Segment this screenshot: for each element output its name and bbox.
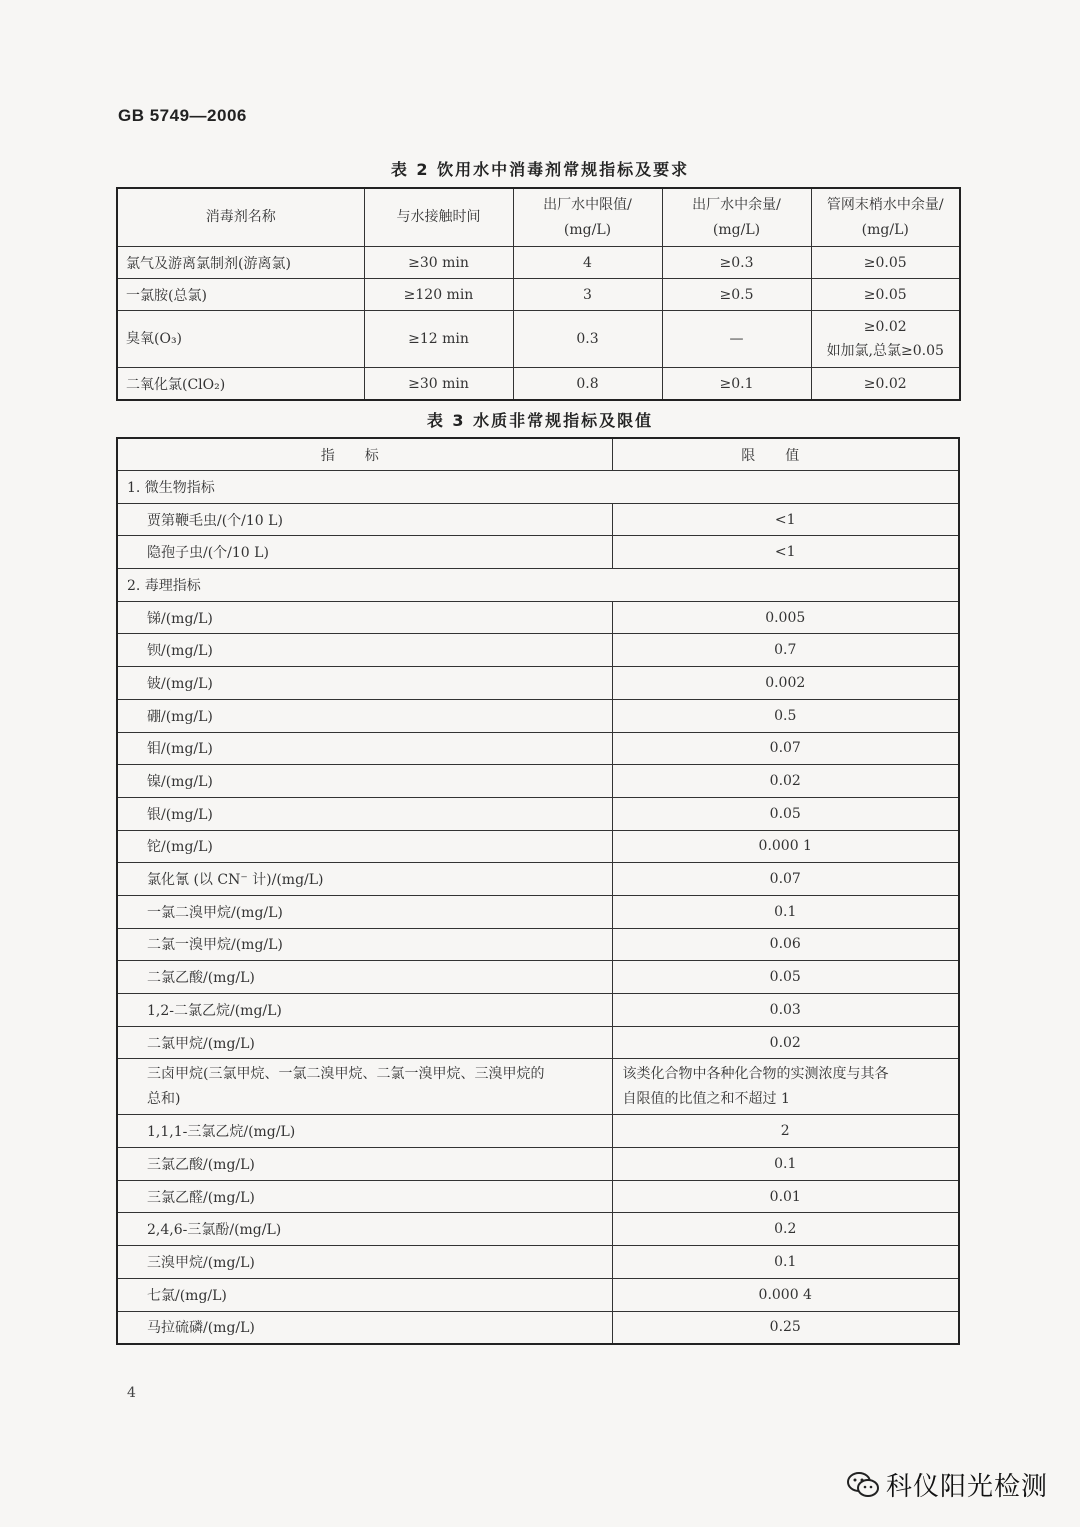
header-contact-time: 与水接触时间: [364, 188, 513, 247]
plant-limit: 0.3: [513, 311, 662, 368]
indicator-name: 2,4,6-三氯酚/(mg/L): [117, 1213, 612, 1246]
indicator-name: 二氯一溴甲烷/(mg/L): [117, 928, 612, 961]
network-residual: ≥0.05: [811, 279, 960, 311]
header-network-residual: [811, 188, 960, 247]
header-text: 管网末梢水中余量/: [826, 196, 944, 213]
table-row: [117, 634, 959, 667]
header-unit: (mg/L): [712, 221, 761, 238]
limit-value: 0.2: [612, 1213, 959, 1246]
table-row: [117, 961, 959, 994]
limit-value-line: 自限值的比值之和不超过 1: [622, 1090, 790, 1107]
table-row: [117, 994, 959, 1027]
disinfectant-name: 氯气及游离氯制剂(游离氯): [117, 247, 364, 279]
disinfectant-name: 一氯胺(总氯): [117, 279, 364, 311]
limit-value: <1: [612, 503, 959, 536]
table-row: [117, 1311, 959, 1344]
table-row: [117, 1213, 959, 1246]
disinfectant-name: 臭氧(O₃): [117, 311, 364, 368]
limit-value: 0.005: [612, 601, 959, 634]
contact-time: ≥120 min: [364, 279, 513, 311]
limit-value: <1: [612, 536, 959, 569]
table-row: [117, 1246, 959, 1279]
limit-value: 0.000 4: [612, 1278, 959, 1311]
table-row: [117, 732, 959, 765]
disinfectant-name: 二氧化氯(ClO₂): [117, 368, 364, 401]
indicator-name: 三氯乙醛/(mg/L): [117, 1180, 612, 1213]
indicator-name: 铍/(mg/L): [117, 667, 612, 700]
table-row: [117, 895, 959, 928]
standard-code: GB 5749—2006: [118, 106, 247, 125]
header-unit: (mg/L): [861, 221, 909, 238]
indicator-name: 三溴甲烷/(mg/L): [117, 1246, 612, 1279]
limit-value: [612, 1059, 959, 1115]
table-row: [117, 863, 959, 896]
header-text: 出厂水中限值/: [543, 196, 632, 213]
indicator-name: 氯化氰 (以 CN⁻ 计)/(mg/L): [117, 863, 612, 896]
indicator-name: 钡/(mg/L): [117, 634, 612, 667]
table-row: [117, 1026, 959, 1059]
table-row: [117, 1115, 959, 1148]
section-title: 1. 微生物指标: [117, 471, 959, 504]
plant-residual: ≥0.1: [662, 368, 811, 401]
indicator-name: 隐孢子虫/(个/10 L): [117, 536, 612, 569]
table-row: [117, 311, 960, 368]
indicator-name-line: 总和): [147, 1090, 181, 1107]
table-header-row: [117, 188, 960, 247]
limit-value: 0.1: [612, 1148, 959, 1181]
indicator-name: 七氯/(mg/L): [117, 1278, 612, 1311]
network-residual-note: 如加氯,总氯≥0.05: [826, 343, 944, 359]
contact-time: ≥12 min: [364, 311, 513, 368]
network-residual: [811, 311, 960, 368]
limit-value: 0.05: [612, 797, 959, 830]
table3-caption: 表 3 水质非常规指标及限值: [426, 411, 654, 430]
network-residual: ≥0.05: [811, 247, 960, 279]
indicator-name: 银/(mg/L): [117, 797, 612, 830]
table-row: [117, 928, 959, 961]
plant-residual: ≥0.3: [662, 247, 811, 279]
limit-value: 0.07: [612, 732, 959, 765]
network-residual: ≥0.02: [811, 368, 960, 401]
contact-time: ≥30 min: [364, 368, 513, 401]
table-row: [117, 368, 960, 401]
indicator-name: 贾第鞭毛虫/(个/10 L): [117, 503, 612, 536]
indicator-name: 硼/(mg/L): [117, 699, 612, 732]
indicator-name: 二氯甲烷/(mg/L): [117, 1026, 612, 1059]
plant-limit: 4: [513, 247, 662, 279]
limit-value: 2: [612, 1115, 959, 1148]
limit-value: 0.7: [612, 634, 959, 667]
non-routine-indicator-table: [116, 437, 960, 1345]
table-row: [117, 1180, 959, 1213]
limit-value: 0.1: [612, 1246, 959, 1279]
table-row: [117, 699, 959, 732]
limit-value: 0.000 1: [612, 830, 959, 863]
limit-value: 0.05: [612, 961, 959, 994]
table-row: [117, 830, 959, 863]
header-limit: 限值: [612, 438, 959, 471]
header-text: 出厂水中余量/: [692, 196, 781, 213]
table-row: [117, 247, 960, 279]
indicator-name: 镍/(mg/L): [117, 765, 612, 798]
table-row: [117, 503, 959, 536]
network-residual-value: ≥0.02: [863, 319, 907, 335]
header-name: 消毒剂名称: [117, 188, 364, 247]
indicator-name-line: 三卤甲烷(三氯甲烷、一氯二溴甲烷、二氯一溴甲烷、三溴甲烷的: [147, 1065, 545, 1082]
limit-value: 0.1: [612, 895, 959, 928]
section-row: [117, 471, 959, 504]
limit-value: 0.02: [612, 765, 959, 798]
plant-residual: ≥0.5: [662, 279, 811, 311]
indicator-name: [117, 1059, 612, 1115]
table2-caption: 表 2 饮用水中消毒剂常规指标及要求: [390, 160, 690, 179]
header-plant-residual: [662, 188, 811, 247]
wechat-icon: [846, 1471, 880, 1499]
limit-value: 0.06: [612, 928, 959, 961]
table-row: [117, 279, 960, 311]
table-row: [117, 667, 959, 700]
plant-limit: 0.8: [513, 368, 662, 401]
limit-value: 0.07: [612, 863, 959, 896]
indicator-name: 钼/(mg/L): [117, 732, 612, 765]
indicator-name: 锑/(mg/L): [117, 601, 612, 634]
disinfectant-table: [116, 187, 961, 401]
limit-value: 0.03: [612, 994, 959, 1027]
page-number: 4: [127, 1385, 136, 1401]
limit-value: 0.5: [612, 699, 959, 732]
plant-limit: 3: [513, 279, 662, 311]
limit-value: 0.002: [612, 667, 959, 700]
indicator-name: 二氯乙酸/(mg/L): [117, 961, 612, 994]
indicator-name: 1,2-二氯乙烷/(mg/L): [117, 994, 612, 1027]
indicator-name: 马拉硫磷/(mg/L): [117, 1311, 612, 1344]
header-unit: (mg/L): [563, 221, 612, 238]
indicator-name: 1,1,1-三氯乙烷/(mg/L): [117, 1115, 612, 1148]
header-plant-limit: [513, 188, 662, 247]
contact-time: ≥30 min: [364, 247, 513, 279]
header-indicator: 指标: [117, 438, 612, 471]
table-body: [117, 471, 959, 1345]
limit-value: 0.02: [612, 1026, 959, 1059]
section-row: [117, 569, 959, 602]
table-row: [117, 1278, 959, 1311]
table-row: [117, 797, 959, 830]
table-row: [117, 601, 959, 634]
table-row: [117, 1059, 959, 1115]
limit-value: 0.01: [612, 1180, 959, 1213]
table-row: [117, 765, 959, 798]
watermark-text: 科仪阳光检测: [886, 1472, 1049, 1502]
table-row: [117, 536, 959, 569]
table-row: [117, 1148, 959, 1181]
section-title: 2. 毒理指标: [117, 569, 959, 602]
indicator-name: 铊/(mg/L): [117, 830, 612, 863]
limit-value: 0.25: [612, 1311, 959, 1344]
indicator-name: 三氯乙酸/(mg/L): [117, 1148, 612, 1181]
indicator-name: 一氯二溴甲烷/(mg/L): [117, 895, 612, 928]
limit-value-line: 该类化合物中各种化合物的实测浓度与其各: [622, 1065, 889, 1082]
table-header-row: [117, 438, 959, 471]
watermark: [846, 1466, 1048, 1503]
plant-residual: —: [662, 311, 811, 368]
